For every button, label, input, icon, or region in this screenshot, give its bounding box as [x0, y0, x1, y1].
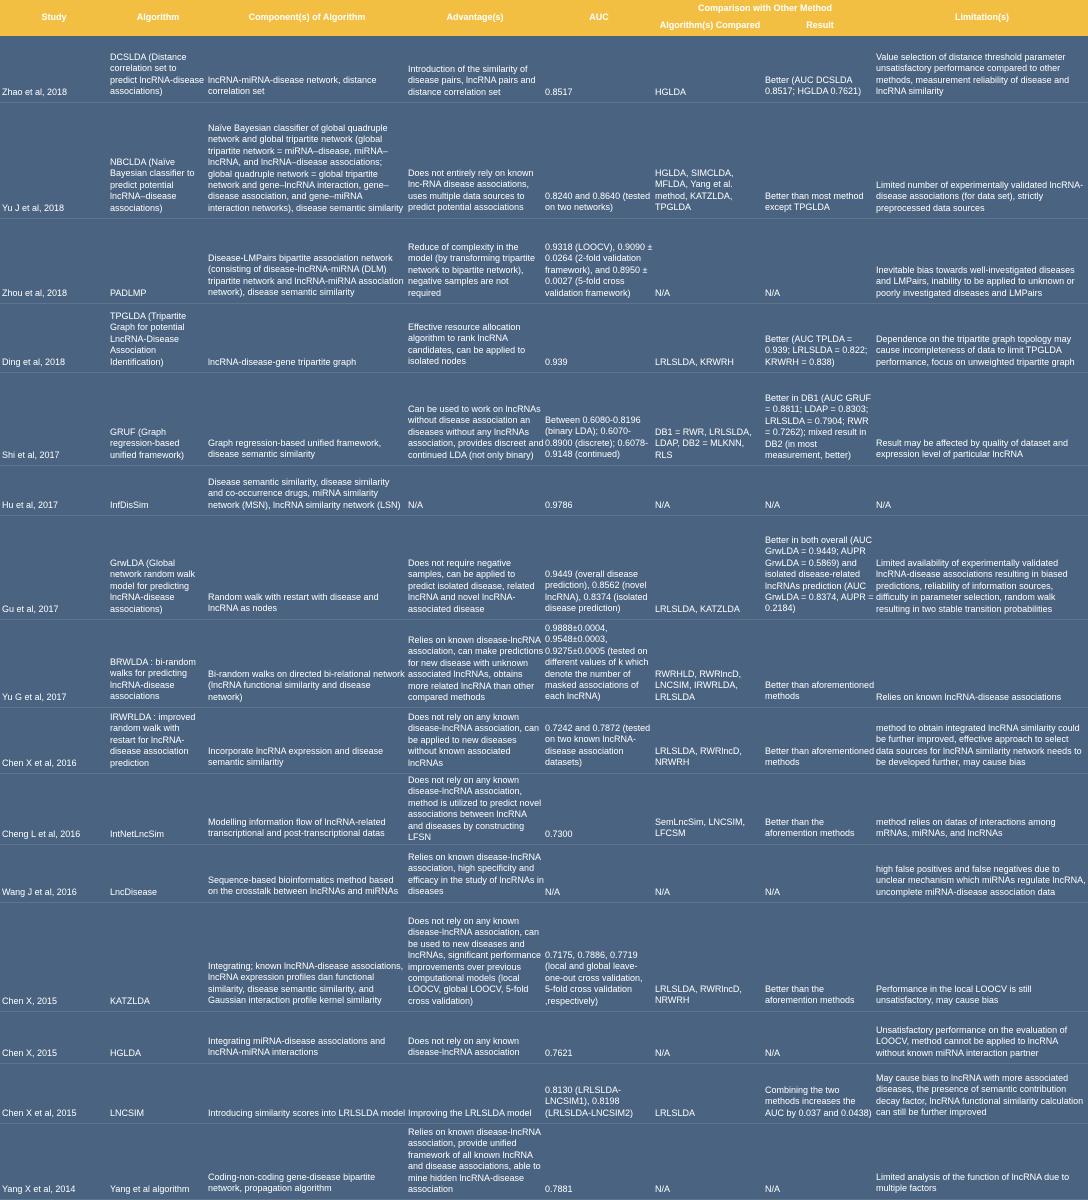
- cell-study: Chen X et al, 2016: [2, 758, 77, 768]
- cell-study: Cheng L et al, 2016: [2, 829, 81, 839]
- cell-algorithm: Yang et al algorithm: [110, 1184, 190, 1194]
- cell-advantages: Does not rely on any known disease-lncRNA association, can be used to new diseases and lncRNAs, significant performance improvements over previous computational models (local LOOCV, global LOOCV, 5-fold cross validation): [408, 916, 542, 1006]
- header-limitations: Limitation(s): [955, 12, 1009, 22]
- cell-compared: N/A: [655, 1184, 671, 1194]
- header-advantages: Advantage(s): [446, 12, 504, 22]
- cell-compared: N/A: [655, 887, 671, 897]
- cell-advantages: Reduce of complexity in the model (by transforming tripartite network to bipartite network), negative samples are not required: [408, 242, 536, 298]
- table-row: [0, 903, 1088, 1012]
- cell-algorithm: HGLDA: [110, 1048, 142, 1058]
- header-comparison: Comparison with Other Method: [698, 3, 832, 13]
- cell-components: Sequence-based bioinformatics method based on the crosstalk between lncRNAs and miRNAs: [208, 875, 399, 897]
- cell-limitations: N/A: [876, 500, 892, 510]
- cell-compared: N/A: [655, 500, 671, 510]
- header-algorithm: Algorithm: [136, 12, 180, 22]
- cell-algorithm: GrwLDA (Global network random walk model for predicting lncRNA-disease associations): [110, 558, 196, 614]
- cell-study: Yu G et al, 2017: [2, 692, 67, 702]
- cell-result: Better than aforementioned methods: [765, 746, 875, 768]
- cell-algorithm: KATZLDA: [110, 996, 150, 1006]
- header-study: Study: [41, 12, 67, 22]
- cell-algorithm: LncDisease: [110, 887, 158, 897]
- cell-compared: LRLSLDA: [655, 1108, 696, 1118]
- cell-limitations: method relies on datas of interactions among mRNAs, miRNAs, and lncRNAs: [876, 817, 1056, 839]
- cell-algorithm: IntNetLncSim: [110, 829, 165, 839]
- cell-components: Disease-LMPairs bipartite association network (consisting of disease-lncRNA-miRNA (DLM) tripartite network and lncRNA-miRNA association network), disease semantic similarity: [208, 253, 404, 298]
- cell-result: N/A: [765, 1048, 781, 1058]
- cell-study: Chen X, 2015: [2, 996, 58, 1006]
- cell-result: Better than most method except TPGLDA: [765, 191, 864, 213]
- cell-auc: 0.9888±0.0004, 0.9548±0.0003, 0.9275±0.0005 (tested on different values of k which denote the number of masked associations of each lncRNA): [545, 623, 649, 702]
- cell-compared: RWRHLD, RWRlncD, LNCSIM, IRWRLDA, LRLSLDA: [655, 669, 742, 702]
- cell-components: Modelling information flow of lncRNA-related transcriptional and post-transcriptional datas: [208, 817, 386, 839]
- table-row: [0, 373, 1088, 466]
- table-row: [0, 36, 1088, 103]
- cell-study: Chen X, 2015: [2, 1048, 58, 1058]
- cell-components: Bi-random walks on directed bi-relational network (lncRNA functional similarity and disease network): [208, 669, 405, 702]
- cell-result: Better (AUC TPLDA = 0.939; LRLSLDA = 0.822; KRWRH = 0.838): [765, 334, 868, 367]
- header-auc: AUC: [589, 12, 609, 22]
- cell-advantages: Does not rely on any known disease-lncRNA association, can be applied to new diseases without known associated lncRNAs: [408, 712, 540, 768]
- cell-advantages: N/A: [408, 500, 424, 510]
- cell-limitations: Inevitable bias towards well-investigated diseases and LMPairs, inability to be applied to unknown or poorly investigated diseases and LMPairs: [876, 265, 1075, 298]
- cell-components: Introducing similarity scores into LRLSLDA model: [208, 1108, 406, 1118]
- cell-components: lncRNA-miRNA-disease network, distance correlation set: [208, 75, 377, 97]
- cell-auc: 0.8240 and 0.8640 (tested on two networks): [545, 191, 651, 213]
- table-row: [0, 620, 1088, 708]
- table-row: [0, 1064, 1088, 1124]
- cell-compared: HGLDA: [655, 87, 687, 97]
- cell-limitations: Relies on known lncRNA-disease associations: [876, 692, 1062, 702]
- cell-auc: 0.8130 (LRLSLDA-LNCSIM1), 0.8198 (LRLSLDA-LNCSIM2): [545, 1085, 634, 1118]
- cell-study: Chen X et al, 2015: [2, 1108, 77, 1118]
- cell-auc: 0.7621: [545, 1048, 573, 1058]
- cell-advantages: Effective resource allocation algorithm to rank lncRNA candidates, can be applied to isolated nodes: [408, 322, 526, 367]
- cell-limitations: Performance in the local LOOCV is still unsatisfactory, may cause bias: [876, 984, 1032, 1006]
- cell-limitations: Limited analysis of the function of lncRNA due to multiple factors: [876, 1172, 1070, 1194]
- cell-auc: 0.7242 and 0.7872 (tested on two known lncRNA-disease association datasets): [545, 723, 651, 768]
- cell-compared: LRLSLDA, RWRlncD, NRWRH: [655, 746, 742, 768]
- cell-compared: N/A: [655, 288, 671, 298]
- table-row: [0, 1124, 1088, 1200]
- cell-auc: 0.9786: [545, 500, 573, 510]
- cell-components: Integrating miRNA-disease associations and lncRNA-miRNA interactions: [208, 1036, 386, 1058]
- cell-components: Integrating; known lncRNA-disease associations, lncRNA expression profiles dan functional similarity, disease semantic similarity, and Gaussian interaction profile kernel similarity: [208, 961, 404, 1006]
- cell-limitations: Limited number of experimentally validated lncRNA-disease associations (for data set), strictly preprocessed data sources: [876, 180, 1084, 213]
- cell-advantages: Relies on known disease-lncRNA association, provide unified framework of all known lncRNA and disease associations, able to mine hidden lncRNA-disease association: [408, 1127, 541, 1195]
- cell-limitations: May cause bias to lncRNA with more associated diseases, the presence of semantic contribution decay factor, lncRNA functional similarity calculation can still be further improved: [876, 1073, 1084, 1118]
- cell-algorithm: TPGLDA (Tripartite Graph for potential LncRNA-Disease Association Identification): [110, 311, 187, 367]
- cell-result: N/A: [765, 288, 781, 298]
- cell-compared: LRLSLDA, KRWRH: [655, 357, 734, 367]
- cell-compared: DB1 = RWR, LRLSLDA, LDAP, DB2 = MLKNN, RLS: [655, 427, 752, 460]
- cell-advantages: Introduction of the similarity of disease pairs, lncRNA pairs and distance correlation set: [408, 64, 536, 97]
- cell-components: Graph regression-based unified framework, disease semantic similarity: [208, 438, 382, 460]
- cell-result: N/A: [765, 1184, 781, 1194]
- cell-study: Yu J et al, 2018: [2, 203, 65, 213]
- cell-result: Better in both overall (AUC GrwLDA = 0.9449; AUPR GrwLDA = 0.5869) and isolated disease-related lncRNAs prediction (AUC GrwLDA = 0.8374, AUPR = 0.2184): [765, 535, 874, 614]
- cell-limitations: Result may be affected by quality of dataset and expression level of particular lncRNA: [876, 438, 1068, 460]
- cell-components: Incorporate lncRNA expression and disease semantic similaritiy: [208, 746, 384, 768]
- table-row: [0, 845, 1088, 903]
- table-header: [0, 0, 1088, 36]
- cell-limitations: method to obtain integrated lncRNA similarity could be further improved, effective approach to select data sources for lncRNA similarity network needs to be developed further, may cause bias: [876, 723, 1082, 768]
- cell-result: Better (AUC DCSLDA 0.8517; HGLDA 0.7621): [765, 75, 862, 97]
- cell-auc: 0.7300: [545, 829, 573, 839]
- table-row: [0, 103, 1088, 219]
- cell-advantages: Relies on known disease-lncRNA association, high specificity and efficacy in the study of lncRNAs in diseases: [408, 852, 544, 897]
- cell-advantages: Can be used to work on lncRNAs without disease association an diseases without any lncRNAs association, provides discreet and continued LDA (not only binary): [408, 404, 544, 460]
- cell-study: Yang X et al, 2014: [2, 1184, 76, 1194]
- cell-limitations: high false positives and false negatives due to unclear mechanism which miRNAs regulate lncRNA, uncomplete miRNA-disease association data: [876, 864, 1086, 897]
- cell-study: Shi et al, 2017: [2, 450, 60, 460]
- cell-study: Wang J et al, 2016: [2, 887, 77, 897]
- cell-algorithm: BRWLDA : bi-random walks for predicting lncRNA-disease associations: [110, 657, 196, 702]
- cell-compared: HGLDA, SIMCLDA, MFLDA, Yang et al. method, KATZLDA, TPGLDA: [655, 168, 734, 213]
- cell-compared: LRLSLDA, KATZLDA: [655, 604, 740, 614]
- cell-algorithm: InfDisSim: [110, 500, 149, 510]
- cell-result: Better than the aforemention methods: [765, 984, 855, 1006]
- cell-compared: SemLncSim, LNCSIM, LFCSM: [655, 817, 746, 839]
- cell-limitations: Value selection of distance threshold parameter unsatisfactory performance compared to other methods, measurement reliability of disease and lncRNA similarity: [876, 52, 1070, 97]
- cell-result: N/A: [765, 500, 781, 510]
- cell-study: Hu et al, 2017: [2, 500, 59, 510]
- cell-result: Combining the two methods increases the AUC by 0.037 and 0.0438): [765, 1085, 872, 1118]
- cell-components: lncRNA-disease-gene tripartite graph: [208, 357, 357, 367]
- header-components: Component(s) of Algorithm: [248, 12, 366, 22]
- cell-algorithm: LNCSIM: [110, 1108, 145, 1118]
- cell-result: N/A: [765, 887, 781, 897]
- table-row: [0, 304, 1088, 373]
- cell-auc: 0.7881: [545, 1184, 573, 1194]
- cell-auc: 0.939: [545, 357, 568, 367]
- cell-compared: LRLSLDA, RWRlncD, NRWRH: [655, 984, 742, 1006]
- table-row: [0, 219, 1088, 304]
- cell-study: Ding et al, 2018: [2, 357, 66, 367]
- cell-advantages: Does not require negative samples, can be applied to predict isolated disease, related lncRNA and novel lncRNA-associated disease: [408, 558, 535, 614]
- table-row: [0, 708, 1088, 774]
- cell-limitations: Unsatisfactory performance on the evaluation of LOOCV, method cannot be applied to lncRNA without known miRNA interaction partner: [876, 1025, 1068, 1058]
- header-result: Result: [806, 20, 834, 30]
- cell-components: Disease semantic similarity, disease similarity and co-occurrence drugs, miRNA similarity network (MSN), lncRNA similarity network (LSN): [208, 477, 401, 510]
- table-row: [0, 466, 1088, 516]
- cell-compared: N/A: [655, 1048, 671, 1058]
- cell-auc: 0.9318 (LOOCV), 0.9090 ± 0.0264 (2-fold validation framework), and 0.8950 ± 0.0027 (5-fold cross validation framework): [545, 242, 653, 298]
- cell-auc: 0.8517: [545, 87, 573, 97]
- cell-study: Zhao et al, 2018: [2, 87, 68, 97]
- cell-algorithm: PADLMP: [110, 288, 147, 298]
- cell-advantages: Does not rely on any known disease-lncRNA association: [408, 1036, 520, 1058]
- header-compared: Algorithm(s) Compared: [659, 20, 761, 30]
- cell-result: Better than aforementioned methods: [765, 680, 875, 702]
- cell-advantages: Relies on known disease-lncRNA association, can make predictions for new disease with unknown associated lncRNAs, obtains more related lncRNA than other compared methods: [408, 635, 544, 703]
- cell-result: Better in DB1 (AUC GRUF = 0.8811; LDAP = 0.8303; LRLSLDA = 0.7904; RWR = 0.7262); mixed result in DB2 (in most measurement, better): [765, 393, 872, 461]
- cell-advantages: Does not rely on any known disease-lncRNA association, method is utilized to predict novel associations between lncRNA and diseases by constructing LFSN: [408, 775, 542, 843]
- cell-auc: N/A: [545, 887, 561, 897]
- cell-components: Random walk with restart with disease and lncRNA as nodes: [208, 592, 379, 614]
- cell-algorithm: NBCLDA (Naïve Bayesian classifier to predict potential lncRNA–disease associations): [110, 157, 195, 213]
- table-row: [0, 774, 1088, 845]
- cell-components: Naïve Bayesian classifier of global quadruple network and global tripartite network (global tripartite network = miRNA–disease, miRNA–lncRNA, and lncRNA–disease associations; global quadruple network = global tripartite network and gene–lncRNA interaction, gene–disease association, and gene–miRNA interaction networks), disease semantic similarity: [208, 123, 404, 213]
- table-row: [0, 516, 1088, 620]
- table-row: [0, 1012, 1088, 1064]
- cell-components: Coding-non-coding gene-disease bipartite network, propagation algorithm: [208, 1172, 376, 1194]
- cell-algorithm: DCSLDA (Distance correlation set to predict lncRNA-disease associations): [110, 52, 205, 97]
- cell-algorithm: GRUF (Graph regression-based unified framework): [110, 427, 185, 460]
- cell-algorithm: IRWRLDA : improved random walk with restart for lncRNA-disease association prediction: [110, 712, 196, 768]
- cell-auc: 0.9449 (overall disease prediction), 0.8562 (novel lncRNA), 0.8374 (isolated disease prediction): [545, 569, 648, 614]
- cell-study: Zhou et al, 2018: [2, 288, 68, 298]
- cell-advantages: Does not entirely rely on known lnc-RNA disease associations, uses multiple data sources to predict potential associations: [408, 168, 534, 213]
- cell-limitations: Dependence on the tripartite graph topology may cause incompleteness of data to limit TPGLDA performance, focus on unweighted tripartite graph: [876, 334, 1075, 367]
- cell-advantages: Improving the LRLSLDA model: [408, 1108, 532, 1118]
- cell-auc: Between 0.6080-0.8196 (binary LDA); 0.6070-0.8900 (discrete); 0.6078-0.9148 (continued): [545, 415, 649, 460]
- cell-study: Gu et al, 2017: [2, 604, 59, 614]
- cell-result: Better than the aforemention methods: [765, 817, 855, 839]
- cell-auc: 0.7175, 0.7886, 0.7719 (local and global leave-one-out cross validation, 5-fold cross validation ,respectively): [545, 950, 643, 1006]
- cell-limitations: Limited availability of experimentally validated lncRNA-disease associations resulting in biased predictions, reliability of information sources, difficulty in parameter selection, random walk resulting in two stable transition probabilities: [876, 558, 1068, 614]
